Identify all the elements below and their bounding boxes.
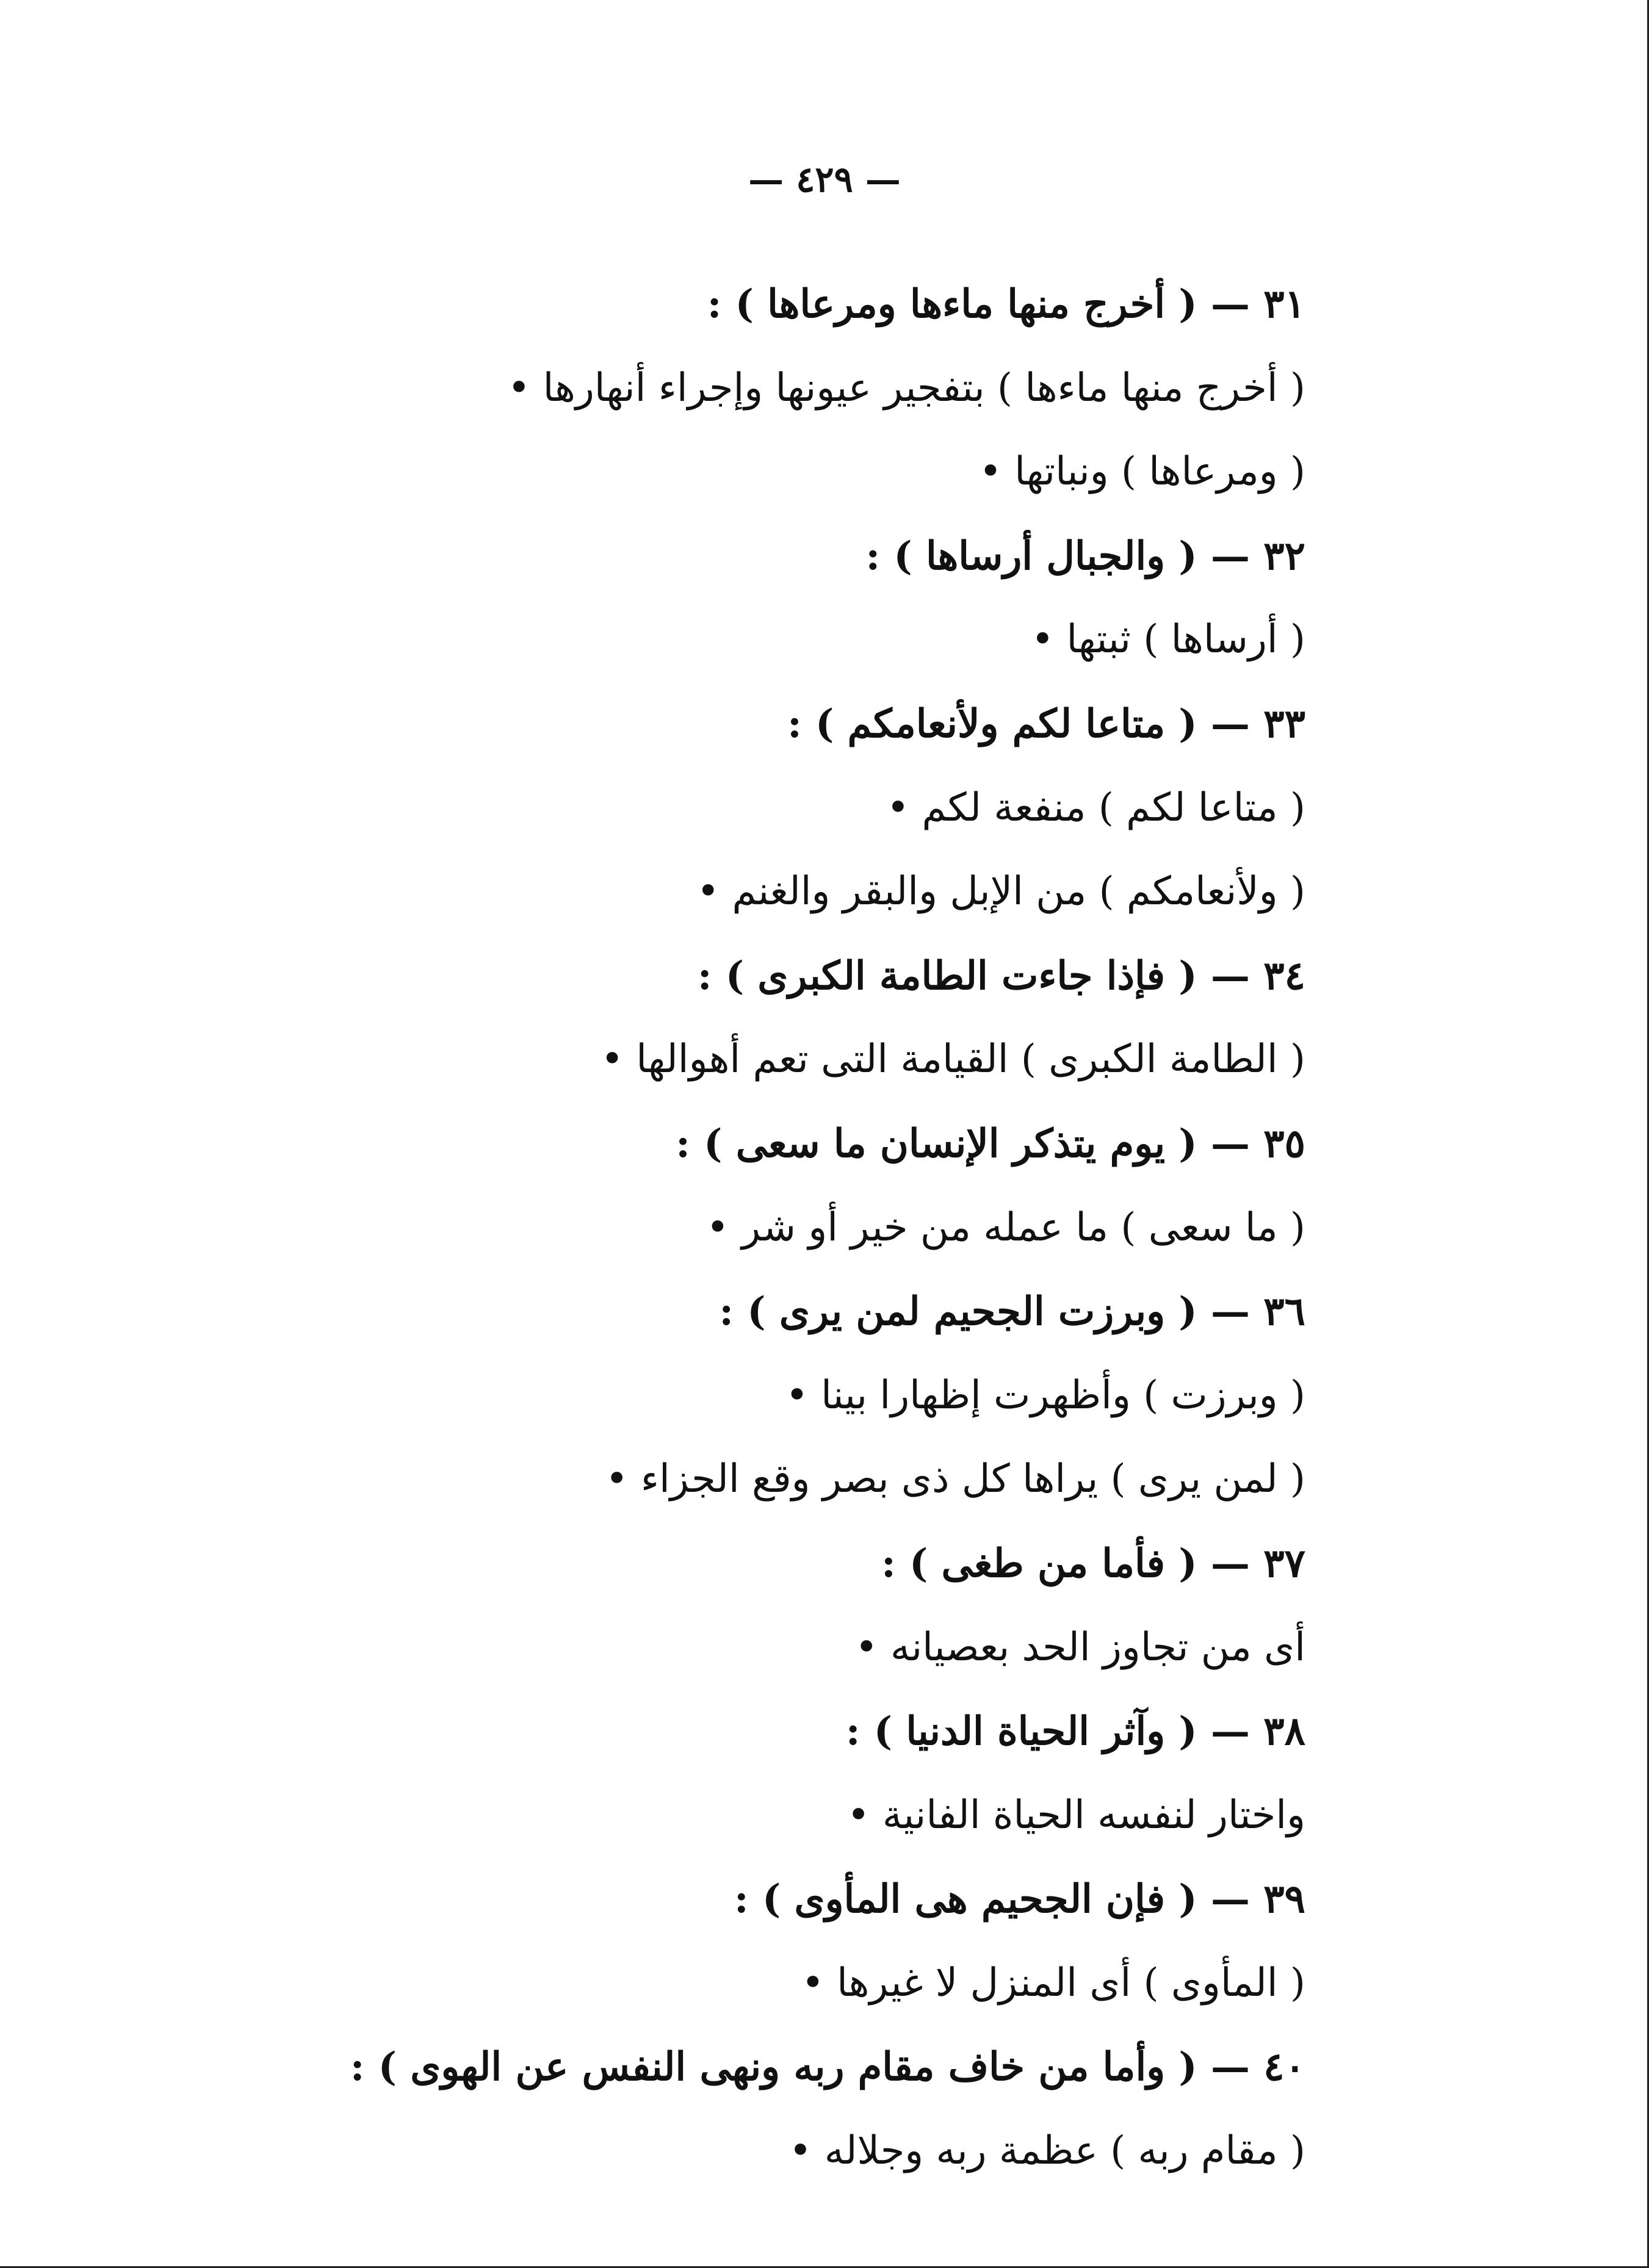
text-line: ٣٥ — ( يوم يتذكر الإنسان ما سعى ) : [676,1120,1305,1167]
text-line: أى من تجاوز الحد بعصيانه • [854,1624,1305,1670]
text-line: ( أخرج منها ماءها ) بتفجير عيونها وإجراء أنهارها • [507,365,1305,411]
text-line: ٣٨ — ( وآثر الحياة الدنيا ) : [845,1708,1305,1755]
text-line: ( وبرزت ) وأظهرت إظهارا بينا • [785,1372,1305,1418]
text-line: ( ما سعى ) ما عمله من خير أو شر • [705,1204,1305,1250]
text-line: ( المأوى ) أى المنزل لا غيرها • [801,1960,1305,2006]
page-number: — ٤٢٩ — [748,159,901,200]
text-line: ( ولأنعامكم ) من الإبل والبقر والغنم • [696,869,1305,915]
text-body [195,262,1305,2194]
text-line: ( مقام ربه ) عظمة ربه وجلاله • [788,2128,1305,2174]
text-line: ٣٤ — ( فإذا جاءت الطامة الكبرى ) : [697,952,1305,999]
text-line: ٣١ — ( أخرج منها ماءها ومرعاها ) : [707,281,1305,327]
text-line: ٣٦ — ( وبرزت الجحيم لمن يرى ) : [719,1289,1305,1335]
text-line: ٣٧ — ( فأما من طغى ) : [881,1540,1305,1586]
text-line: واختار لنفسه الحياة الفانية • [846,1792,1305,1838]
text-line: ٣٢ — ( والجبال أرساها ) : [865,533,1305,579]
text-line: ( ومرعاها ) ونباتها • [979,449,1305,495]
text-line: ( متاعا لكم ) منفعة لكم • [886,785,1305,830]
text-line: ( أرساها ) ثبتها • [1031,617,1305,663]
text-line: ( الطامة الكبرى ) القيامة التى تعم أهوالها • [601,1037,1305,1082]
text-line: ( لمن يرى ) يراها كل ذى بصر وقع الجزاء • [605,1456,1305,1502]
text-line: ٣٣ — ( متاعا لكم ولأنعامكم ) : [787,700,1305,747]
text-line: ٣٩ — ( فإن الجحيم هى المأوى ) : [734,1876,1305,1923]
text-line: ٤٠ — ( وأما من خاف مقام ربه ونهى النفس عن الهوى ) : [350,2044,1305,2090]
